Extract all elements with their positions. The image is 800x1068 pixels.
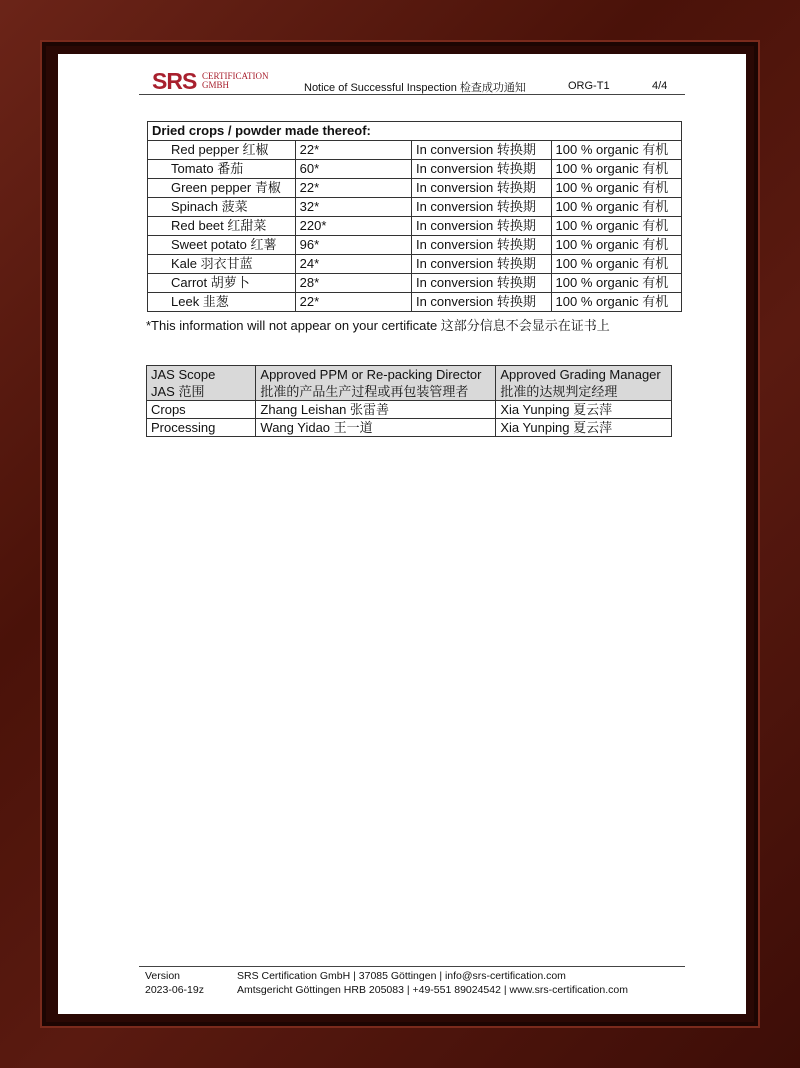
dried-crops-table (147, 121, 682, 312)
jas-header-row (147, 366, 672, 401)
jas-director: Wang Yidao 王一道 (256, 419, 496, 437)
footer-company-line: SRS Certification GmbH | 37085 Göttingen | info@srs-certification.com (237, 970, 566, 982)
table-row (148, 141, 682, 160)
crop-status: In conversion 转换期 (411, 179, 551, 198)
certificate-note: *This information will not appear on your certificate 这部分信息不会显示在证书上 (146, 318, 610, 333)
jas-scope: Processing (147, 419, 256, 437)
crop-name: Sweet potato 红薯 (148, 236, 296, 255)
footer-version-value: 2023-06-19z (145, 984, 204, 996)
jas-scope: Crops (147, 401, 256, 419)
crop-quantity: 22* (295, 179, 411, 198)
table-row (148, 160, 682, 179)
crop-organic: 100 % organic 有机 (551, 198, 681, 217)
jas-manager: Xia Yunping 夏云萍 (496, 401, 672, 419)
logo-sub-line2: GMBH (202, 80, 230, 90)
table-heading: Dried crops / powder made thereof: (148, 122, 682, 141)
crop-name: Kale 羽衣甘蓝 (148, 255, 296, 274)
table-row (148, 217, 682, 236)
table-heading-row (148, 122, 682, 141)
footer-divider (139, 966, 685, 967)
jas-header-director (256, 366, 496, 401)
crop-organic: 100 % organic 有机 (551, 274, 681, 293)
crop-status: In conversion 转换期 (411, 293, 551, 312)
crop-status: In conversion 转换期 (411, 198, 551, 217)
header-divider (139, 94, 685, 95)
jas-header-manager (496, 366, 672, 401)
table-row (148, 179, 682, 198)
crop-quantity: 60* (295, 160, 411, 179)
crop-name: Spinach 菠菜 (148, 198, 296, 217)
crop-organic: 100 % organic 有机 (551, 141, 681, 160)
crop-organic: 100 % organic 有机 (551, 236, 681, 255)
crop-quantity: 220* (295, 217, 411, 236)
crop-quantity: 32* (295, 198, 411, 217)
header-text-zh: 批准的产品生产过程或再包装管理者 (260, 384, 469, 399)
table-row (147, 419, 672, 437)
table-row (148, 236, 682, 255)
jas-director: Zhang Leishan 张雷善 (256, 401, 496, 419)
crop-organic: 100 % organic 有机 (551, 179, 681, 198)
crop-organic: 100 % organic 有机 (551, 217, 681, 236)
crop-organic: 100 % organic 有机 (551, 255, 681, 274)
certificate-page (58, 54, 746, 1014)
crop-quantity: 22* (295, 141, 411, 160)
crop-status: In conversion 转换期 (411, 160, 551, 179)
crop-organic: 100 % organic 有机 (551, 293, 681, 312)
header-text-en: Approved PPM or Re-packing Director (260, 367, 482, 382)
company-logo-subtitle (202, 72, 268, 90)
crop-name: Green pepper 青椒 (148, 179, 296, 198)
crop-name: Tomato 番茄 (148, 160, 296, 179)
crop-quantity: 22* (295, 293, 411, 312)
table-row (147, 401, 672, 419)
header-text-en: Approved Grading Manager (500, 367, 661, 382)
crop-name: Carrot 胡萝卜 (148, 274, 296, 293)
crop-status: In conversion 转换期 (411, 274, 551, 293)
crop-name: Red beet 红甜菜 (148, 217, 296, 236)
page-number: 4/4 (652, 80, 668, 92)
crop-name: Leek 韭葱 (148, 293, 296, 312)
crop-status: In conversion 转换期 (411, 141, 551, 160)
crop-status: In conversion 转换期 (411, 255, 551, 274)
jas-manager: Xia Yunping 夏云萍 (496, 419, 672, 437)
logo-sub-line1: CERTIFICATION (202, 71, 269, 81)
crop-name: Red pepper 红椒 (148, 141, 296, 160)
company-logo: SRS (152, 68, 197, 94)
table-row (148, 293, 682, 312)
crop-status: In conversion 转换期 (411, 236, 551, 255)
footer-registry-line: Amtsgericht Göttingen HRB 205083 | +49-551 89024542 | www.srs-certification.com (237, 984, 628, 996)
table-row (148, 255, 682, 274)
crop-quantity: 24* (295, 255, 411, 274)
header-text-zh: 批准的达规判定经理 (500, 384, 618, 399)
document-code: ORG-T1 (568, 80, 610, 92)
crop-quantity: 28* (295, 274, 411, 293)
header-text-zh: JAS 范围 (151, 384, 205, 399)
table-row (148, 274, 682, 293)
jas-scope-table (146, 365, 672, 437)
crop-organic: 100 % organic 有机 (551, 160, 681, 179)
document-title: Notice of Successful Inspection 检查成功通知 (304, 82, 526, 94)
crop-status: In conversion 转换期 (411, 217, 551, 236)
table-row (148, 198, 682, 217)
crop-quantity: 96* (295, 236, 411, 255)
footer-version-label: Version (145, 970, 181, 982)
jas-header-scope (147, 366, 256, 401)
header-text-en: JAS Scope (151, 367, 216, 382)
